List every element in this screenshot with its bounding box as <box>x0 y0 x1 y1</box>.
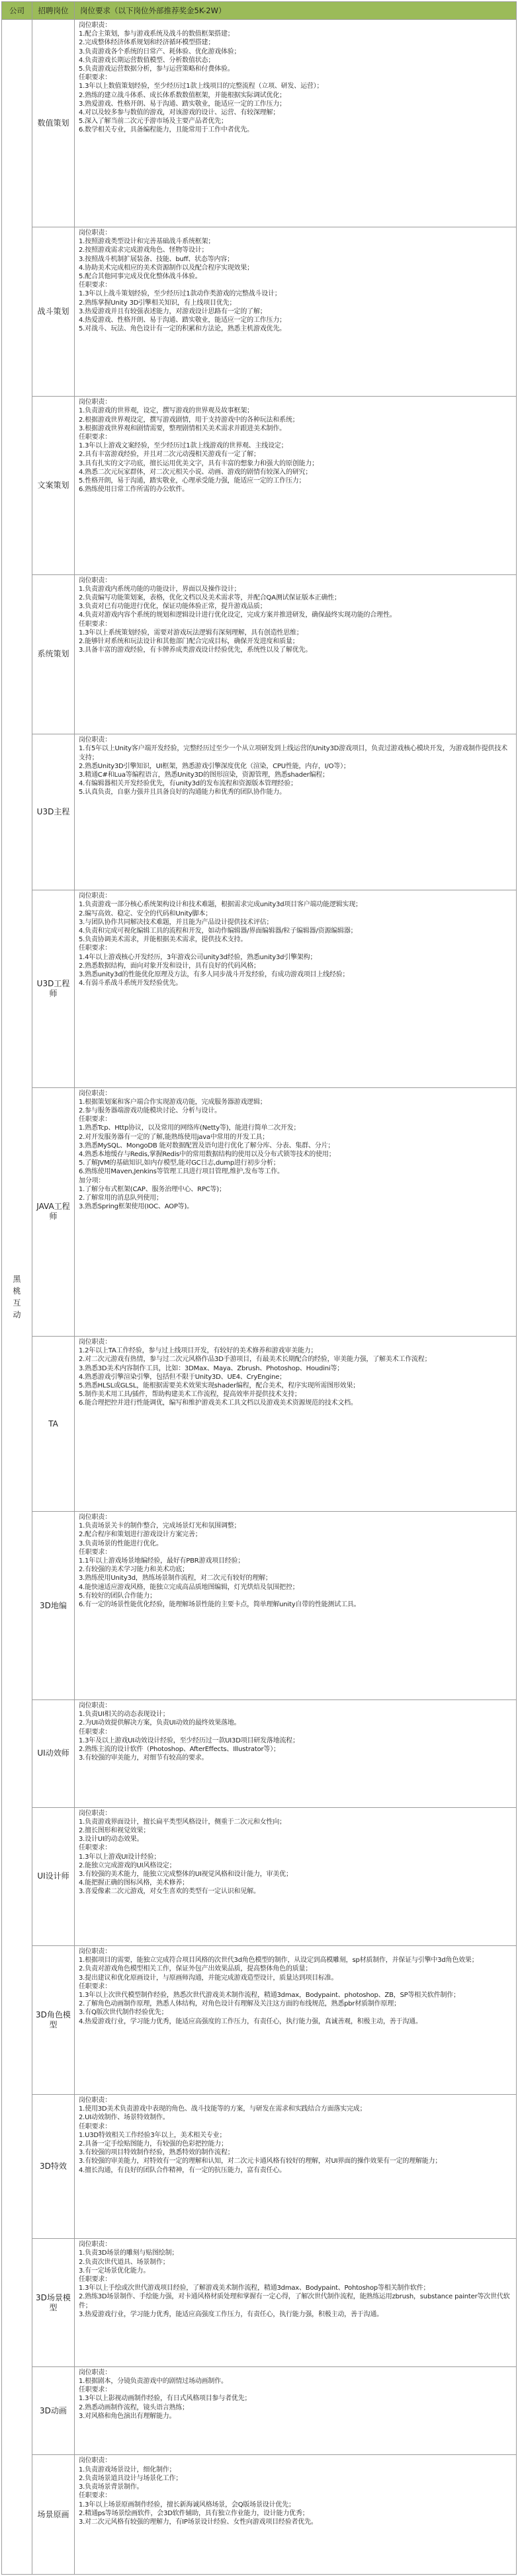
requirement-line: 1.负责UI相关的动态表现设计； <box>79 1711 169 1719</box>
requirement-line: 2.熟练3D场景制作、手绘能力强，对卡通风格材质处理和掌握有一定心得，了解次世代制作流程，能熟练运用zbrush，substance painter等次世代软件； <box>79 2293 510 2310</box>
requirement-line: 3.精通C#和Lua等编程语言，熟悉Unity3D的图形渲染，资源管理，熟悉shader编程； <box>79 771 329 779</box>
requirement-line: 2.负责对游戏角色模型相关工作，保证外包产出效果品质，提高整体角色的质量； <box>79 1965 312 1973</box>
job-requirements-table <box>1 1 517 2575</box>
requirement-line: 2.UI动效制作、场景特效制作。 <box>79 2114 169 2122</box>
requirement-line: 3.按照战斗机制扩展装备、技能、buff、状态等内容； <box>79 255 234 263</box>
requirement-line: 4.对以及较多参与数值的游戏，对该游戏的设计、运营、有较深理解； <box>79 109 280 117</box>
requirement-line: 岗位职责： <box>79 892 111 900</box>
requirement-line: 1.3年以上系统策划经验，需要对游戏玩法逻辑有深刻理解，具有创造性思维； <box>79 629 303 637</box>
requirement-line: 5.深入了解当前二次元手游市场及主要产品者优先； <box>79 118 228 126</box>
requirement-line: 3.热爱游戏并且有较强表述能力，对游戏设计思路有一定的了解； <box>79 307 267 315</box>
requirement-line: 3.熟爱游戏、性格开朗、易于沟通、踏实敬业，能适应一定的工作压力； <box>79 100 286 108</box>
requirement-line: 3.负责游戏各个系统的日常产、耗体验、优化游戏体验； <box>79 48 241 56</box>
requirement-line: 2.熟悉动画制作流程，镜头语言熟练； <box>79 2403 189 2411</box>
requirement-line: 2.擅长图形和视觉效果； <box>79 1827 150 1835</box>
job-row <box>2 1807 517 1945</box>
job-row <box>2 1512 517 1700</box>
requirement-line: 3.对风格和角色演出有理解能力。 <box>79 2412 176 2420</box>
requirement-line: 5.负责游戏运营数据分析，参与运营策略和付费体验。 <box>79 65 234 73</box>
requirement-line: 2.有较强的美术学习能力和美术功底； <box>79 1566 189 1574</box>
job-requirements <box>75 2366 517 2455</box>
requirement-line: 1.熟悉Tcp、Http协议，以及常用的网络库(Netty等)，能进行简单二次开发； <box>79 1124 300 1132</box>
job-row <box>2 2239 517 2367</box>
job-requirements <box>75 734 517 890</box>
requirement-line: 1.3年以上次世代模型制作经验，熟悉次世代游戏美术制作流程，精通3dmax，Bodypaint、photoshop、ZB，SP等相关软件制作； <box>79 1991 460 1999</box>
requirement-line: 岗位职责： <box>79 1514 111 1522</box>
requirement-line: 2.对二次元游戏有热情，参与过二次元风格作品3D手游项目，有最美术长期配合的经验，审美能力强，了解美术工作流程； <box>79 1356 431 1364</box>
requirement-line: 2.编写高效、稳定、安全的代码和Unity脚本； <box>79 910 212 917</box>
job-requirements <box>75 20 517 227</box>
job-row <box>2 890 517 1087</box>
requirement-line: 5.熟悉HLSL或GLSL，能根据需要美术效果实现shader编程，配合美术，程序实现所需图形效果； <box>79 1382 360 1390</box>
requirement-line: 5.有较好的团队合作能力； <box>79 1592 156 1600</box>
requirement-line: 1.负责游戏场景设计，细化制作； <box>79 2466 176 2474</box>
requirement-line: 6.数学相关专业，具备编程能力，且能常用于工作中者优先。 <box>79 126 253 134</box>
requirement-line: 3.根据游戏世界观和剧情需要，整理剧情相关美术需求并跟进美术制作。 <box>79 424 286 432</box>
job-row <box>2 734 517 890</box>
requirement-line: 1.根据项目的需要，能独立完成符合项目风格的次世代3d角色模型的制作，从设定到高模雕刻，sp材质制作，并保证与引擎中3d角色效果； <box>79 1957 478 1965</box>
requirement-line: 2.配合程序和策划进行游戏设计方案完善； <box>79 1531 202 1539</box>
requirement-line: 1.负责游戏一部分核心系统架构设计和技术难题，根据需求完成unity3d项目客户端功能逻辑实现； <box>79 901 362 909</box>
requirement-line: 任职要求： <box>79 1728 111 1736</box>
requirement-line: 3.有较强的审美能力，对特效有一定的理解和认知，对二次元卡通风格有较好的理解，对UI界面的操作效果有一定的理解能力； <box>79 2158 442 2166</box>
job-title: 数值策划 <box>32 20 75 227</box>
job-requirements <box>75 1807 517 1945</box>
requirement-line: 岗位职责： <box>79 2241 111 2249</box>
requirement-line: 任职要求： <box>79 2386 111 2394</box>
job-title: 3D地编 <box>32 1512 75 1700</box>
requirement-line: 1.3年以上手绘或次世代游戏项目经验，了解游戏美术制作流程，精通3dmax、Bodypaint、Pohtoshop等相关制作软件； <box>79 2284 430 2292</box>
requirement-line: 2.按照游戏需求完成游戏角色、怪物等设计； <box>79 247 208 254</box>
requirement-line: 3.负责场景背景制作。 <box>79 2483 144 2491</box>
requirement-line: 任职要求： <box>79 433 111 441</box>
requirement-line: 4.有弱斗系战斗系统开发经验优先。 <box>79 980 183 988</box>
requirement-line: 2.负责次世代道具、场景制作； <box>79 2258 169 2266</box>
job-title: 系统策划 <box>32 574 75 734</box>
job-row <box>2 2455 517 2575</box>
requirement-line: 1.3年以上游戏文案经验，至少经历过1款上线游戏的世界观、主线设定； <box>79 442 288 450</box>
requirement-line: 1.有5年以上Unity客户端开发经验，完整经历过至少一个从立项研发到上线运营的Unity3D游戏项目，负责过游戏核心模块开发，为游戏制作提供技术支持； <box>79 745 507 761</box>
requirement-line: 1.3年以上场景原画制作经验，擅长新海诚风格场景，会Q版场景设计优先； <box>79 2501 295 2509</box>
job-title: 文案策划 <box>32 397 75 574</box>
requirement-line: 任职要求： <box>79 2492 111 2500</box>
company-name: 黑 桃 互 动 <box>2 20 32 2575</box>
requirement-line: 3.有较强的美术能力，能独立完成整体的UI视觉风格和设计能力，审美优； <box>79 1871 292 1879</box>
requirement-line: 5.性格开朗，易于沟通，踏实敬业，心理承受能力强，能适应一定的工作压力； <box>79 477 306 485</box>
job-requirements <box>75 2094 517 2238</box>
requirement-line: 3.对二次元风格有较强的理解力，有IP场景设计经验、女性向游戏项目经验者优先。 <box>79 2518 318 2526</box>
requirement-line: 3.熟悉unity3d的性能优化原理及方法，有多人同步战斗开发经验，有成功游戏项目上线经验； <box>79 971 349 979</box>
requirement-line: 任职要求： <box>79 1844 111 1852</box>
requirement-line: 2.具有丰富游戏经验，并且对二次元动漫相关游戏有一定了解； <box>79 451 260 459</box>
requirement-line: 2.熟练掌握Unity 3D引擎相关知识，有上线项目优先； <box>79 299 236 307</box>
requirement-line: 2.为UI动效提供解决方案，负责UI动效的最终效果落地。 <box>79 1719 241 1727</box>
requirement-line: 2.熟悉Unity3D引擎知识，UI框架，熟悉游戏引擎深度优化（渲染，CPU性能，内存，I/O等）； <box>79 762 350 770</box>
requirement-line: 2.能独立完成游戏的UI风格设定； <box>79 1861 176 1869</box>
requirement-line: 任职要求： <box>79 945 111 953</box>
requirement-line: 2.了解常用的消息队列使用； <box>79 1194 163 1202</box>
table-header-row <box>2 2 517 20</box>
requirement-line: 岗位职责： <box>79 1947 111 1955</box>
requirement-line: 6.熟练使用Maven,Jenkins等管理工具进行项目管理,维护,发布等工作。 <box>79 1168 284 1176</box>
job-title: 3D场景模型 <box>32 2239 75 2367</box>
job-title: UI动效师 <box>32 1700 75 1808</box>
requirement-line: 2.精通ps等场景绘画软件，会3D软件辅助，具有独立作业能力，设计能力优秀； <box>79 2509 309 2517</box>
table-body <box>2 20 517 2575</box>
requirement-line: 1.3年以上游戏UI设计经验； <box>79 1853 161 1861</box>
requirement-line: 2.能够针对系统和玩法设计和其他部门配合完成目标，确保开发进度和质量； <box>79 637 299 645</box>
requirement-line: 1.4年以上游戏核心开发经历，3年游戏公司unity3d经验，熟悉unity3d引擎架构； <box>79 953 317 961</box>
requirement-line: 3.提出建议和优化原画设计，与原画师沟通，并能完成游戏造型设计，质量达到项目标准。 <box>79 1974 338 1982</box>
job-requirements <box>75 1337 517 1512</box>
requirement-line: 3.有Q版次世代制作经验优先； <box>79 2009 168 2017</box>
job-row <box>2 397 517 574</box>
requirement-line: 1.负责游戏的世界观，设定，撰写游戏的世界观及故事框架； <box>79 407 253 415</box>
requirement-line: 3.有较强的项目特效制作经验，熟悉特效的制作流程； <box>79 2149 234 2157</box>
requirement-line: 4.熟悉二次元玩家群体，对二次元相关小说、动画、游戏的剧情有较深入的研究； <box>79 468 312 476</box>
requirement-line: 2.负责场景道具设计与场景化工作； <box>79 2474 183 2482</box>
requirement-line: 3.具有扎实的文字功底，擅长运用优美文字，具有丰富的想象力和强大的原创能力； <box>79 459 318 467</box>
requirement-line: 3.熟练使用Unity3d，熟练场景制作流程，对二次元有较好的理解； <box>79 1575 272 1582</box>
job-row <box>2 574 517 734</box>
requirement-line: 4.负责游戏长期运营数值模型、分析数值状态； <box>79 56 215 64</box>
requirement-line: 3.有较强的审美能力，对细节有较高的要求。 <box>79 1754 208 1762</box>
requirement-line: 岗位职责： <box>79 736 111 744</box>
job-title: UI设计师 <box>32 1807 75 1945</box>
requirement-line: 1.3年以上战斗策划经验，至少经历过1款动作类游戏的完整战斗设计； <box>79 290 281 298</box>
requirement-line: 岗位职责： <box>79 2457 111 2465</box>
requirement-line: 岗位职责： <box>79 2096 111 2104</box>
requirement-line: 6.能合理把控并进行性能调优，编写和维护游戏美术工具文档以及游戏美术资源规范的技术文档。 <box>79 1399 357 1407</box>
job-row <box>2 20 517 227</box>
job-requirements <box>75 397 517 574</box>
requirement-line: 1.2年以上TA工作经验，参与过上线项目开发，有较好的美术修养和游戏审美能力； <box>79 1347 318 1355</box>
job-row <box>2 1087 517 1336</box>
requirement-line: 3.热爱游戏行业，学习能力优秀，能适应高强度工作压力，有责任心，执行能力强，积极主动，善于沟通。 <box>79 2310 383 2318</box>
job-requirements <box>75 1087 517 1336</box>
job-requirements <box>75 1512 517 1700</box>
requirement-line: 3.熟悉MySQL、MongoDB 能对数据配置及语句进行优化了解分库、分表、集群、分片； <box>79 1142 335 1150</box>
requirement-line: 任职要求： <box>79 282 111 290</box>
requirement-line: 1.U3D特效相关工作经验3年以上，美术相关专业； <box>79 2131 226 2139</box>
requirement-line: 1.3年以上数值策划经验，至少经历过1款上线项目的完整流程（立项、研发、运营）； <box>79 83 324 91</box>
job-title: 3D角色模型 <box>32 1945 75 2094</box>
requirement-line: 4.负责和完成可视化编辑工具的流程和开发，如动作编辑器/界面编辑器/粒子编辑器/资源编辑器； <box>79 927 357 935</box>
requirement-line: 4.负责对游戏内容个系统的规划和逻辑设计进行优化设定，完成方案并推进研发，确保最终实现功能的合理性。 <box>79 611 396 619</box>
requirement-line: 2.熟悉数据结构，面向对象开发和设计，具有良好的代码风格； <box>79 962 260 970</box>
job-title: JAVA工程师 <box>32 1087 75 1336</box>
requirement-line: 加分项： <box>79 1177 105 1185</box>
requirement-line: 1.根据剧本，分镜负责游戏中的剧情过场动画制作。 <box>79 2378 228 2386</box>
requirement-line: 3.熟悉3D美术内容制作工具，比如：3DMax、Maya、Zbrush、Photoshop、Houdini等； <box>79 1364 344 1372</box>
requirement-line: 岗位职责： <box>79 1702 111 1710</box>
requirement-line: 6.有一定的场景性能优化经验，能理解场景性能的主要卡点，简单理解unity自带的性能测试工具。 <box>79 1601 361 1609</box>
requirement-line: 4.能快速适应游戏风格，能独立完成高品质地图编辑，灯光烘焙及氛围把控； <box>79 1583 299 1591</box>
requirement-line: 5.认真负责，自驱力强并且具备良好的沟通能力和优秀的团队协作能力。 <box>79 789 286 797</box>
requirement-line: 3.负责场景的性能进行优化。 <box>79 1540 163 1547</box>
header-position: 招聘岗位 <box>32 2 75 20</box>
requirement-line: 3.熟悉Spring框架使用(IOC、AOP等)。 <box>79 1203 193 1211</box>
requirement-line: 4.能把握正确的图标风格，美术修养； <box>79 1879 189 1887</box>
job-row <box>2 2094 517 2238</box>
requirement-line: 岗位职责： <box>79 576 111 584</box>
requirement-line: 1.3年以上影视动画制作经验，有日式风格项目参与者优先； <box>79 2395 251 2403</box>
header-requirements: 岗位要求（以下岗位外部推荐奖金5K-2W） <box>75 2 517 20</box>
requirement-line: 2.根据游戏世界观设定，撰写游戏剧情，用于支持游戏中的各种玩法和系统； <box>79 416 299 424</box>
job-row <box>2 2366 517 2455</box>
job-title: U3D工程师 <box>32 890 75 1087</box>
requirement-line: 1.使用3D美术负责游戏中表现的角色、战斗技能等的方案，与研发在需求和实践结合方面落实完成； <box>79 2105 367 2113</box>
requirement-line: 3.有一定场景优化能力。 <box>79 2267 150 2275</box>
requirement-line: 3.与团队协作共同解决技术难题，并且能为产品设计提供技术评估； <box>79 918 273 926</box>
requirement-line: 岗位职责： <box>79 2368 111 2376</box>
requirement-line: 任职要求： <box>79 2275 111 2283</box>
requirement-line: 岗位职责： <box>79 1339 111 1347</box>
requirement-line: 2.负责编写功能策划案，表格，优化文档以及美术需求等，并配合QA测试保证版本正确性； <box>79 594 341 602</box>
requirement-line: 岗位职责： <box>79 229 111 237</box>
requirement-line: 2.对开发服务器有一定的了解,能熟练使用java中常用的开发工具； <box>79 1133 269 1141</box>
job-requirements <box>75 227 517 397</box>
requirement-line: 任职要求： <box>79 1548 111 1556</box>
job-row <box>2 227 517 397</box>
requirement-line: 5.了解JVM的基础知识,如内存模型,能对GC日志,dump进行初步分析； <box>79 1159 280 1167</box>
requirement-line: 4.协助美术完成相应的美术资源制作以及配合程序实现效果； <box>79 264 253 272</box>
requirement-line: 3.喜爱像素二次元游戏，对女生喜欢的类型有一定认识和见解。 <box>79 1888 260 1896</box>
job-title: 战斗策划 <box>32 227 75 397</box>
requirement-line: 5.制作美术用工具/插件，帮助构建美术工作流程，提高效率并提供技术支持； <box>79 1391 301 1399</box>
job-requirements <box>75 1700 517 1808</box>
job-title: 3D特效 <box>32 2094 75 2238</box>
requirement-line: 3.设计UI的动态效果。 <box>79 1836 144 1844</box>
job-requirements <box>75 2239 517 2367</box>
requirement-line: 岗位职责： <box>79 22 111 29</box>
requirement-line: 岗位职责： <box>79 399 111 407</box>
job-requirements <box>75 2455 517 2575</box>
job-requirements <box>75 890 517 1087</box>
requirement-line: 2.了解角色动画制作原理，熟悉人体结构，对角色设计有理解及关注这方面的布线规范，熟悉pbr材质制作原理； <box>79 2000 400 2008</box>
requirement-line: 任职要求： <box>79 620 111 628</box>
job-title: TA <box>32 1337 75 1512</box>
requirement-line: 5.配合其他同事完成及优化整体战斗体验。 <box>79 273 202 281</box>
requirement-line: 1.负责游戏内系统功能的功能设计，界面以及操作设计； <box>79 585 241 593</box>
requirement-line: 1.按照游戏类型设计和完善基础战斗系统框架； <box>79 238 215 246</box>
requirement-line: 4.有编辑器相关开发经验优先，有unity3d的发布流程和资源版本管理经验； <box>79 780 297 788</box>
requirement-line: 5.负责协调美术需求，并能根据美术需求，提供技术支持。 <box>79 936 247 944</box>
requirement-line: 4.熟悉游戏引擎渲染引擎，包括但不限于Unity3D、UE4、CryEngine； <box>79 1373 286 1381</box>
job-requirements <box>75 574 517 734</box>
requirement-line: 3.具备丰富的游戏经验，有卡牌养成类游戏设计经验优先，系统性以及了解优先。 <box>79 646 312 654</box>
requirement-line: 2.完成整体经济体系规划和经济循环模型搭建； <box>79 39 215 47</box>
requirement-line: 1.根据策划案和客户端合作实现游戏功能，完成服务器游戏逻辑； <box>79 1098 267 1106</box>
requirement-line: 1.1年以上游戏场景地编经验，最好有PBR游戏项目经验； <box>79 1557 245 1565</box>
requirement-line: 2.参与服务器端游戏功能模块讨论、分析与设计。 <box>79 1107 221 1115</box>
job-title: 3D动画 <box>32 2366 75 2455</box>
requirement-line: 1.负责场景关卡的制作整合，完成场景灯光和氛围调整； <box>79 1522 241 1530</box>
requirement-line: 4.热爱游戏行业，学习能力优秀，能适应高强度的工作压力，有责任心，执行能力强，真诚善观，积极主动，善于沟通。 <box>79 2017 422 2025</box>
requirement-line: 岗位职责： <box>79 1809 111 1817</box>
job-requirements <box>75 1945 517 2094</box>
requirement-line: 1.负责3D场景的雕刻与贴图绘制； <box>79 2249 179 2257</box>
requirement-line: 4.热爱游戏、性格开朗、易于沟通、踏实敬业，能适应一定的工作压力； <box>79 317 286 325</box>
requirement-line: 1.负责游戏界面设计，擅长扁平类型风格设计，侧重于二次元和女性向； <box>79 1818 286 1826</box>
requirement-line: 1.了解分布式框架(CAP、服务治理中心、RPC等)； <box>79 1185 226 1193</box>
requirement-line: 6.熟练使用日常工作所需的办公软件。 <box>79 486 189 494</box>
requirement-line: 任职要求： <box>79 2123 111 2130</box>
requirement-line: 1.3年及以上游戏UI动效设计经验，至少经历过一款UI3D项目研发落地流程； <box>79 1737 299 1744</box>
requirement-line: 4.熟悉本地缓存与Redis,掌握Redis中的常用数据结构的使用以及分布式锁等技术的使用； <box>79 1151 335 1159</box>
requirement-line: 任职要求： <box>79 1116 111 1124</box>
requirement-line: 2.熟练主流的设计软件（Photoshop、AfterEffects、Illustrator等）； <box>79 1746 280 1754</box>
header-company: 公司 <box>2 2 32 20</box>
requirement-line: 岗位职责： <box>79 1089 111 1097</box>
requirement-line: 任职要求： <box>79 1982 111 1990</box>
requirement-line: 任职要求： <box>79 74 111 82</box>
requirement-line: 4.擅长沟通，有良好的团队合作精神，有一定的抗压能力，富有责任心。 <box>79 2166 286 2174</box>
requirement-line: 2.熟练的建立战斗体系、成长体系数数值框架，并能根据实际调试优化； <box>79 91 286 99</box>
job-row <box>2 1945 517 2094</box>
requirement-line: 1.配合主策划，参与游戏系统及战斗的数值框架搭建； <box>79 30 234 38</box>
job-row <box>2 1337 517 1512</box>
requirement-line: 3.负责对已有功能进行优化，保证功能体验正常，提升游戏品质； <box>79 603 267 611</box>
job-title: U3D主程 <box>32 734 75 890</box>
requirement-line: 2.具备一定手绘贴图能力，有较强的色彩把控能力； <box>79 2140 228 2148</box>
job-row <box>2 1700 517 1808</box>
job-title: 场景原画 <box>32 2455 75 2575</box>
requirement-line: 5.对战斗、玩法、角色设计有一定的积累和方法论，熟悉主机游戏优先。 <box>79 325 286 333</box>
